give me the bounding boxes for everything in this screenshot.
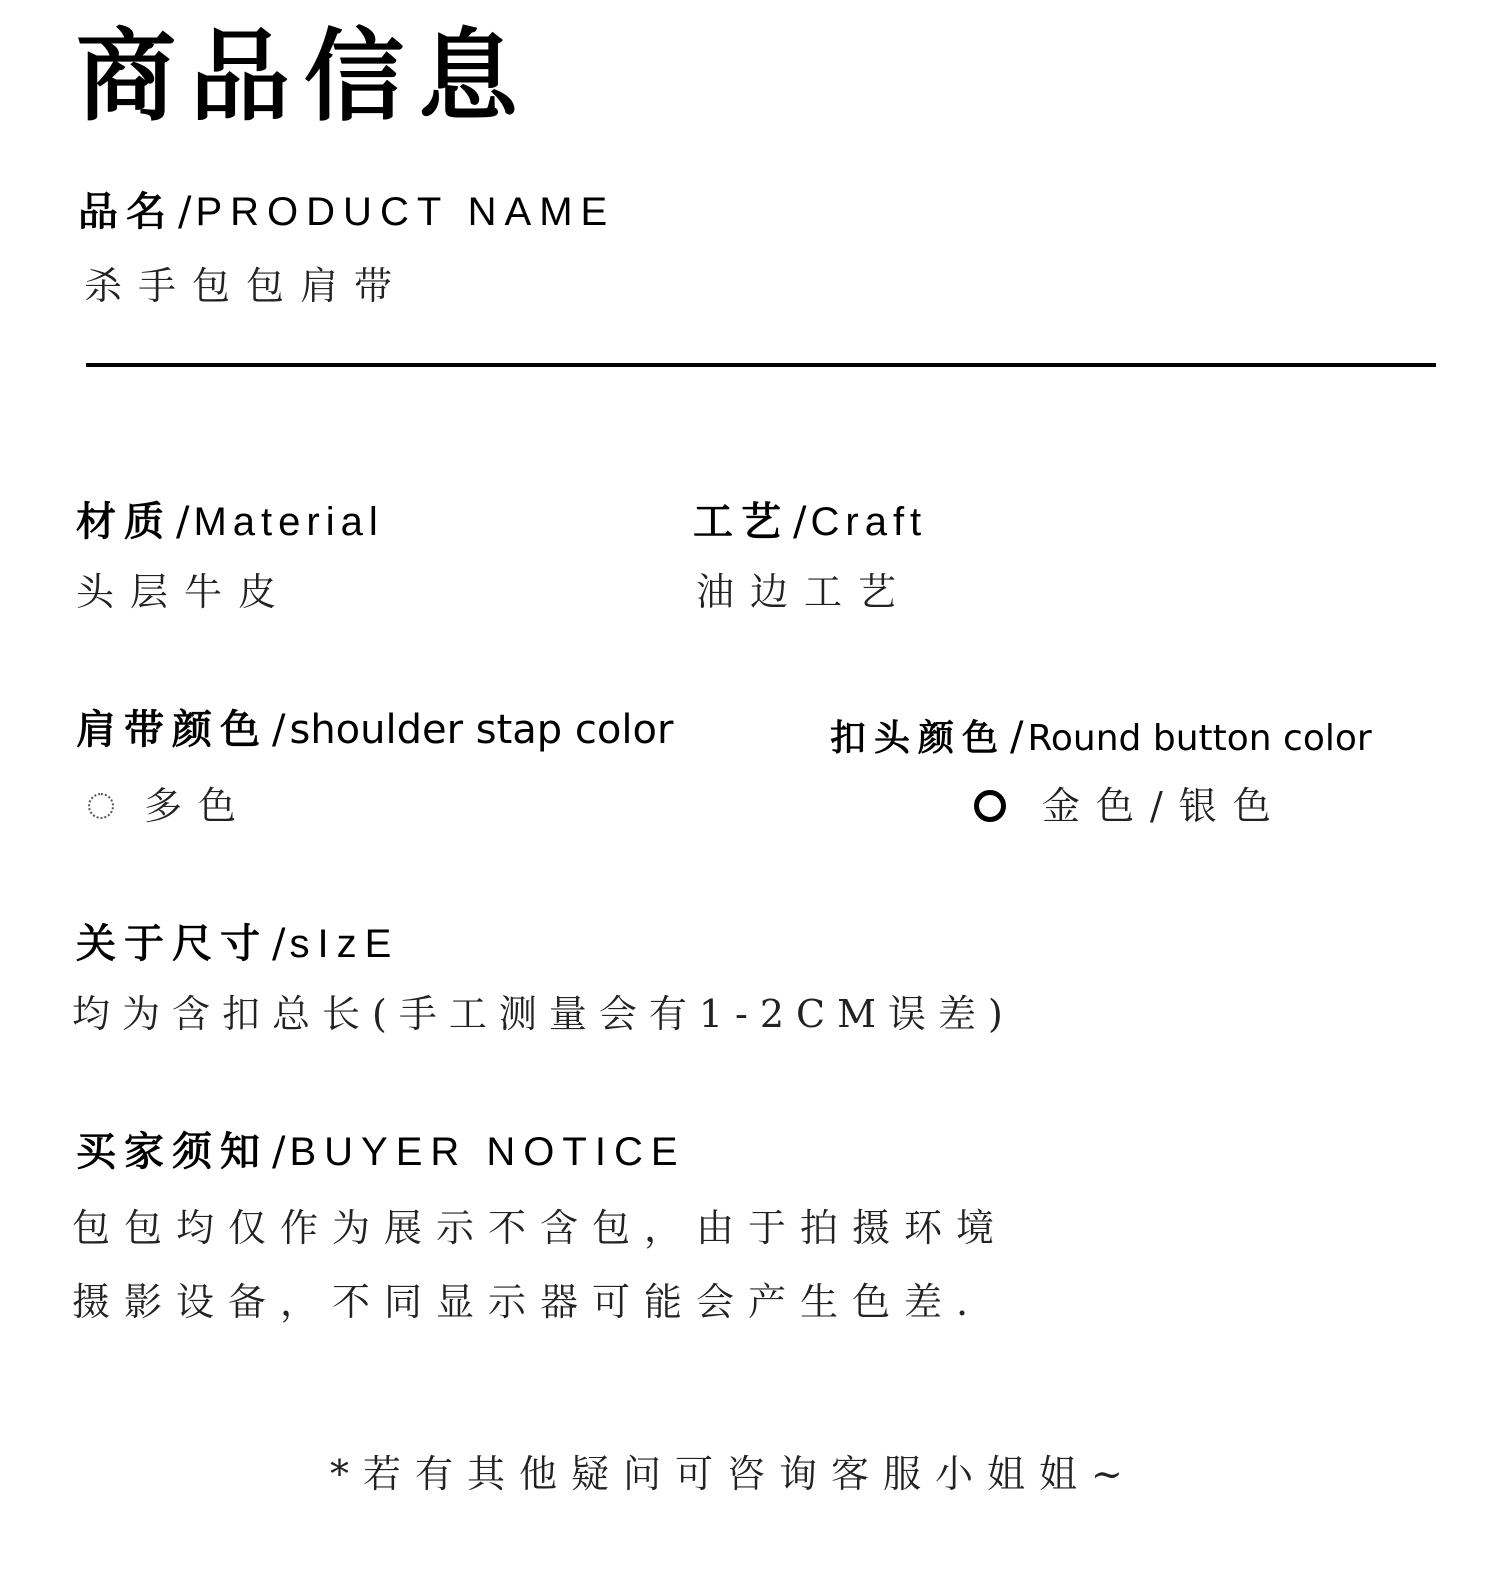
radio-circle-icon [88,793,114,819]
button-color-label-cn: 扣头颜色 [830,718,1007,759]
section-divider [86,363,1436,367]
footer-note: *若有其他疑问可咨询客服小姐姐~ [330,1452,1137,1496]
size-separator: / [272,921,286,967]
button-color-value: 金色/银色 [1042,784,1287,828]
material-separator: / [176,499,190,545]
product-name-separator: / [178,189,192,235]
product-name-label-en: PRODUCT NAME [195,190,616,234]
strap-color-value: 多色 [144,784,253,828]
craft-label-en: Craft [810,500,928,544]
material-label-en: Material [193,500,384,544]
button-color-label-en: Round button color [1027,718,1372,759]
size-heading [76,920,399,968]
size-value: 均为含扣总长(手工测量会有1-2CM误差) [72,992,1015,1036]
strap-color-option [88,784,252,830]
buyer-notice-line-2: 摄影设备，不同显示器可能会产生色差. [72,1280,983,1324]
material-value: 头层牛皮 [76,570,293,614]
product-name-heading [78,188,615,236]
craft-value: 油边工艺 [696,570,913,614]
strap-color-label-en: shoulder stap color [289,707,674,753]
product-name-value: 杀手包包肩带 [84,264,409,308]
buyer-notice-heading [76,1128,686,1176]
strap-color-label-cn: 肩带颜色 [76,707,268,753]
bold-circle-icon [974,790,1006,822]
buyer-notice-line-1: 包包均仅作为展示不含包，由于拍摄环境 [72,1206,1009,1250]
buyer-notice-separator: / [272,1129,286,1175]
button-color-separator: / [1010,714,1024,760]
material-label-cn: 材质 [76,499,172,545]
buyer-notice-label-en: BUYER NOTICE [289,1130,686,1174]
product-name-label-cn: 品名 [78,189,174,235]
material-heading [76,498,384,546]
page-title: 商品信息 [76,18,532,135]
craft-label-cn: 工艺 [693,499,789,545]
buyer-notice-label-cn: 买家须知 [76,1129,268,1175]
strap-color-heading [76,706,673,754]
strap-color-separator: / [272,707,286,753]
size-label-en: sIzE [289,922,400,966]
size-label-cn: 关于尺寸 [76,921,268,967]
craft-separator: / [793,499,807,545]
craft-heading [693,498,927,546]
button-color-option [974,784,1287,830]
button-color-heading [830,713,1372,761]
